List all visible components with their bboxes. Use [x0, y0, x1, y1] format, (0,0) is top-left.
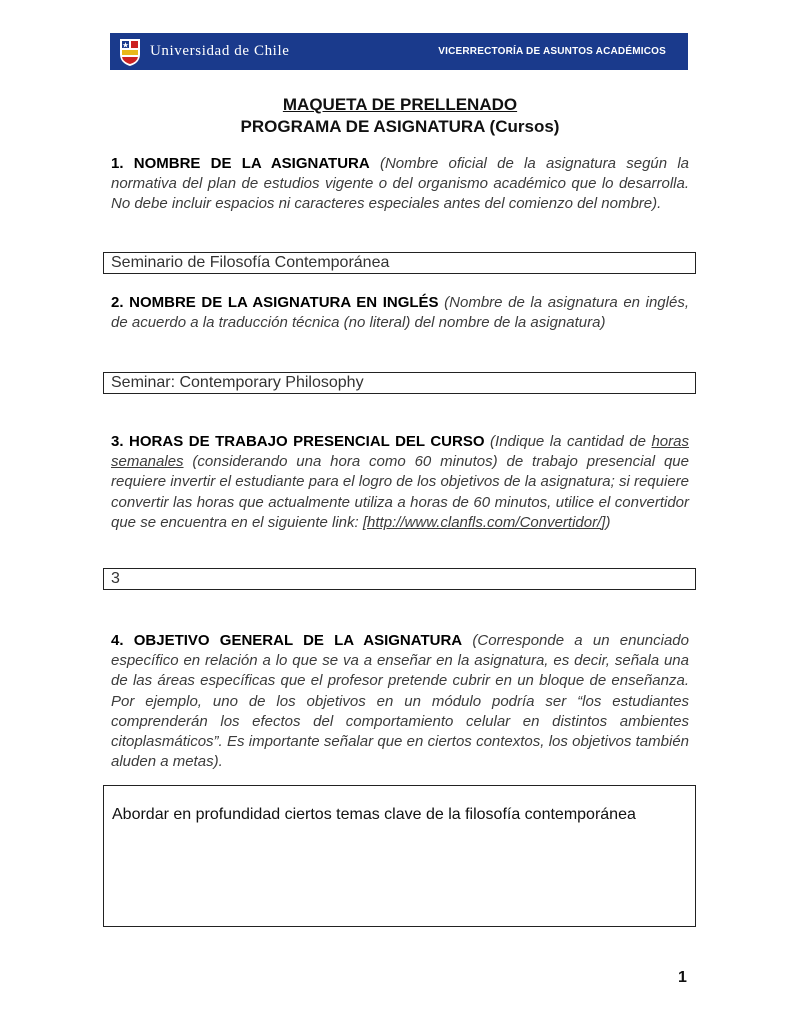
vicerrectoria-label: VICERRECTORÍA DE ASUNTOS ACADÉMICOS [438, 46, 666, 57]
document-subtitle: PROGRAMA DE ASIGNATURA (Cursos) [240, 117, 560, 136]
section-english-name [111, 293, 689, 333]
university-crest-icon [118, 37, 142, 67]
english-name-field[interactable]: Seminar: Contemporary Philosophy [103, 372, 696, 394]
section-description-end: ]) [601, 513, 611, 531]
converter-link[interactable]: http://www.clanfls.com/Convertidor/ [367, 513, 602, 531]
weekly-hours-emphasis: horas semanales [111, 433, 689, 471]
section-contact-hours [111, 432, 689, 533]
section-description-continued: (considerando una hora como 60 minutos) de trabajo presencial que requiere invertir el estudiante para el logro de los objetivos de la asignatura; si requiere convertir las horas que actualmente utiliza a horas de 60 minutos, utilice el convertidor que se encuentra en el siguiente link: [ [111, 453, 689, 531]
section-course-name [111, 154, 689, 215]
section-heading: 2. NOMBRE DE LA ASIGNATURA EN INGLÉS [111, 294, 439, 311]
course-name-field[interactable]: Seminario de Filosofía Contemporánea [103, 252, 696, 274]
section-description: Nombre de la asignatura en inglés, de acuerdo a la traducción técnica (no literal) del nombre de la asignatura) [111, 294, 689, 332]
university-brand [118, 37, 289, 67]
university-name: Universidad de Chile [150, 43, 290, 59]
header-banner [110, 33, 688, 70]
page-number: 1 [678, 969, 687, 986]
section-description: (Indique la cantidad de [484, 433, 652, 450]
section-description: (Corresponde a un enunciado específico en relación a lo que se va a enseñar en la asignatura, es decir, señala una de las áreas específicas que el profesor pretende cubrir en un bloque de enseñanza. Por ejemplo, uno de los objetivos en un módulo podría ser “los estudiantes comprenderán los efectos del comportamiento celular en distintos ambientes citoplasmáticos”. Es importante señalar que en ciertos contextos, los objetivos también aluden a metas). [111, 632, 689, 771]
general-objective-field[interactable] [103, 785, 696, 927]
general-objective-text: Abordar en profundidad ciertos temas clave de la filosofía contemporánea [112, 806, 636, 823]
document-title: MAQUETA DE PRELLENADO [282, 95, 518, 114]
section-heading: 1. NOMBRE DE LA ASIGNATURA [111, 155, 370, 172]
section-general-objective [111, 631, 689, 772]
section-open-paren: ( [438, 294, 450, 311]
section-description: Nombre oficial de la asignatura según la normativa del plan de estudios vigente o del organismo académico que lo desarrolla. No debe incluir espacios ni caracteres especiales antes del comienzo del nombre). [111, 155, 690, 213]
section-open-paren: ( [369, 155, 385, 172]
section-heading: 3. HORAS DE TRABAJO PRESENCIAL DEL CURSO [111, 433, 485, 450]
contact-hours-field[interactable]: 3 [103, 568, 696, 590]
section-heading: 4. OBJETIVO GENERAL DE LA ASIGNATURA [111, 632, 463, 649]
